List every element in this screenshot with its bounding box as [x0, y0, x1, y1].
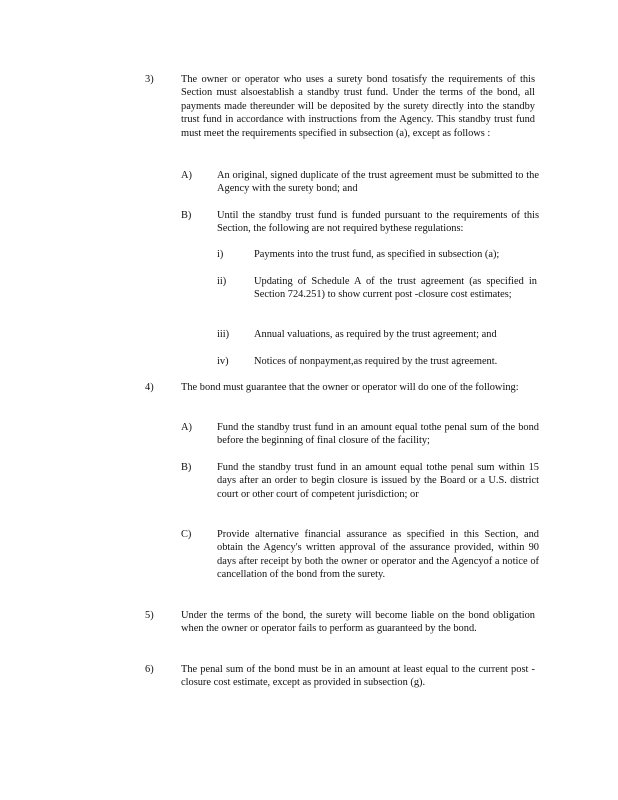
item-number: 3) [145, 74, 154, 85]
item-text: The owner or operator who uses a surety bond tosatisfy the requirements of this Section must alsoestablish a standby trust fund. Under the terms of the bond, all payments made thereunder will be deposited by the surety directly into the standby trust fund in accordance with instructions from the Agency. This standby trust fund must meet the requirements specified in subsection (a), except as follows : [181, 74, 535, 139]
item-text: The bond must guarantee that the owner or operator will do one of the following: [181, 382, 519, 393]
item-text: Updating of Schedule A of the trust agreement (as specified in Section 724.251) to show current post -closure cost estimates; [254, 276, 537, 301]
item-number: C) [181, 529, 192, 540]
item-number: iii) [217, 329, 230, 340]
item-text: Provide alternative financial assurance as specified in this Section, and obtain the Agency's written approval of the assurance provided, within 90 days after receipt by both the owner or operator and the Agencyof a notice of cancellation of the bond from the surety. [217, 529, 539, 581]
item-number: 6) [145, 664, 154, 675]
item-text: Notices of nonpayment,as required by the trust agreement. [254, 356, 498, 367]
item-text: An original, signed duplicate of the trust agreement must be submitted to the Agency with the surety bond; and [217, 170, 539, 195]
item-number: 5) [145, 610, 154, 621]
item-text: Fund the standby trust fund in an amount equal tothe penal sum within 15 days after an order to begin closure is issued by the Board or a U.S. district court or other court of competent jurisdiction; or [217, 462, 539, 500]
item-number: B) [181, 210, 192, 221]
item-number: A) [181, 170, 192, 181]
item-number: iv) [217, 356, 229, 367]
item-number: A) [181, 422, 192, 433]
item-text: Annual valuations, as required by the trust agreement; and [254, 329, 497, 340]
item-number: 4) [145, 382, 154, 393]
item-text: Until the standby trust fund is funded pursuant to the requirements of this Section, the following are not required bythese regulations: [217, 210, 539, 235]
item-text: Payments into the trust fund, as specified in subsection (a); [254, 249, 500, 260]
item-number: i) [217, 249, 224, 260]
item-text: Fund the standby trust fund in an amount equal tothe penal sum of the bond before the beginning of final closure of the facility; [217, 422, 539, 447]
item-number: ii) [217, 276, 227, 287]
item-number: B) [181, 462, 192, 473]
item-text: Under the terms of the bond, the surety will become liable on the bond obligation when the owner or operator fails to perform as guaranteed by the bond. [181, 610, 535, 635]
item-text: The penal sum of the bond must be in an amount at least equal to the current post -closure cost estimate, except as provided in subsection (g). [181, 664, 535, 689]
